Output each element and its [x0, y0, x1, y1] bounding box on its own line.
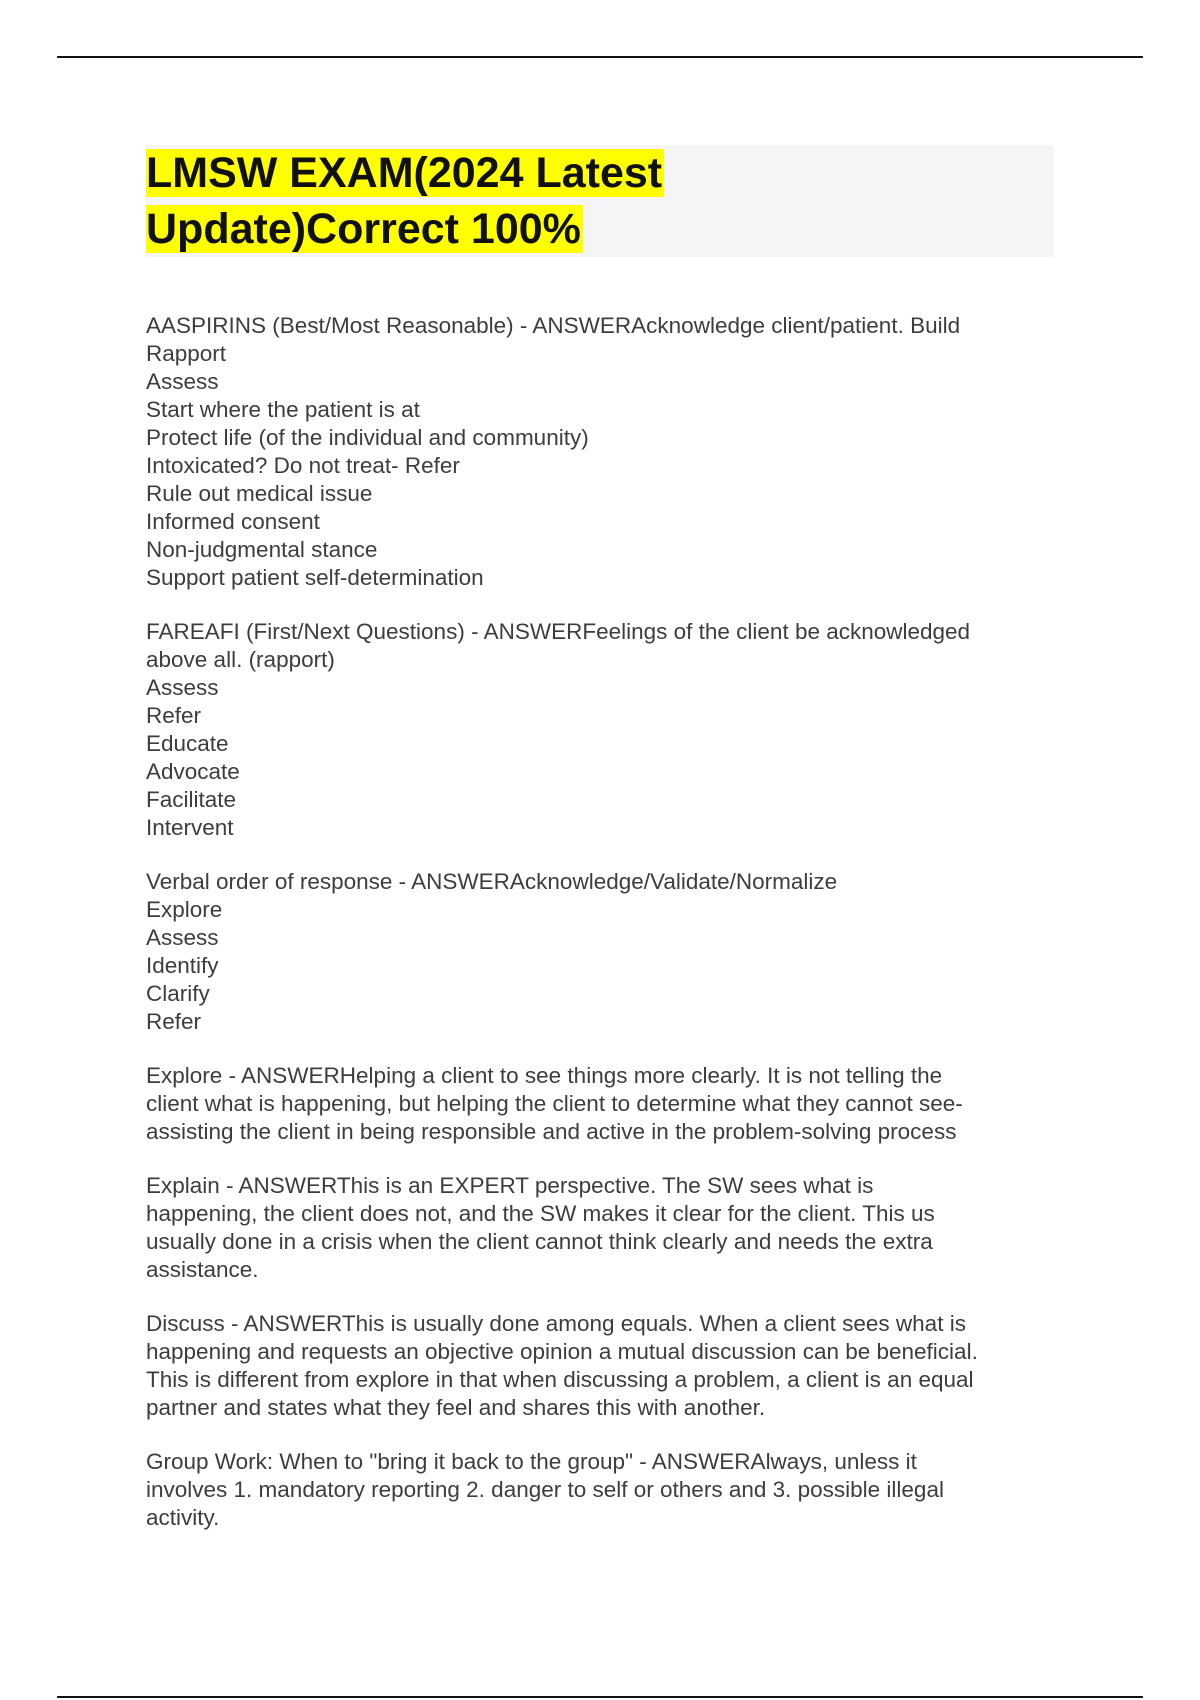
flashcard-entry-discuss	[146, 1310, 1046, 1422]
entry-line: Explore	[146, 897, 223, 922]
highlighted-title-text: LMSW EXAM(2024 Latest	[146, 149, 663, 197]
entry-line: activity.	[146, 1505, 220, 1530]
entry-line: Explore - ANSWERHelping a client to see things more clearly. It is not telling the	[146, 1063, 943, 1088]
entry-line: Educate	[146, 731, 229, 756]
entry-line: Informed consent	[146, 509, 320, 534]
entry-line: assistance.	[146, 1257, 259, 1282]
title-line	[146, 145, 664, 201]
entry-line: Identify	[146, 953, 219, 978]
entry-line: Group Work: When to "bring it back to the group" - ANSWERAlways, unless it	[146, 1449, 917, 1474]
entry-line: FAREAFI (First/Next Questions) - ANSWERFeelings of the client be acknowledged	[146, 619, 971, 644]
entry-line: Rule out medical issue	[146, 481, 373, 506]
page-bottom-rule	[57, 1696, 1143, 1698]
entry-line: Assess	[146, 925, 219, 950]
entry-line: happening, the client does not, and the SW makes it clear for the client. This us	[146, 1201, 935, 1226]
entry-line: Support patient self-determination	[146, 565, 484, 590]
entry-line: Rapport	[146, 341, 227, 366]
entry-line: Explain - ANSWERThis is an EXPERT perspective. The SW sees what is	[146, 1173, 874, 1198]
flashcard-entry-explore	[146, 1062, 1046, 1146]
entry-line: Intervent	[146, 815, 234, 840]
flashcard-entry-verbal-order	[146, 868, 1046, 1036]
entry-line: Facilitate	[146, 787, 237, 812]
entry-line: involves 1. mandatory reporting 2. danger to self or others and 3. possible illegal	[146, 1477, 944, 1502]
flashcard-entry-fareafi	[146, 618, 1046, 842]
entry-line: Assess	[146, 675, 219, 700]
document-title	[146, 145, 664, 257]
entry-line: Clarify	[146, 981, 210, 1006]
entry-line: Discuss - ANSWERThis is usually done among equals. When a client sees what is	[146, 1311, 966, 1336]
highlighted-title-text: Update)Correct 100%	[146, 205, 581, 253]
flashcard-entry-explain	[146, 1172, 1046, 1284]
entry-line: Intoxicated? Do not treat- Refer	[146, 453, 460, 478]
page-top-rule	[57, 56, 1143, 58]
entry-line: Verbal order of response - ANSWERAcknowledge/Validate/Normalize	[146, 869, 838, 894]
flashcard-entry-aaspirins	[146, 312, 1046, 592]
entry-line: AASPIRINS (Best/Most Reasonable) - ANSWERAcknowledge client/patient. Build	[146, 313, 961, 338]
entry-line: happening and requests an objective opinion a mutual discussion can be beneficial.	[146, 1339, 978, 1364]
title-line	[146, 201, 664, 257]
entry-line: Protect life (of the individual and community)	[146, 425, 589, 450]
entry-line: Start where the patient is at	[146, 397, 420, 422]
entry-line: partner and states what they feel and shares this with another.	[146, 1395, 766, 1420]
entry-line: above all. (rapport)	[146, 647, 335, 672]
entry-line: client what is happening, but helping the client to determine what they cannot see-	[146, 1091, 963, 1116]
entry-line: This is different from explore in that when discussing a problem, a client is an equal	[146, 1367, 974, 1392]
entry-line: assisting the client in being responsible and active in the problem-solving process	[146, 1119, 957, 1144]
entry-line: Advocate	[146, 759, 240, 784]
entry-line: Refer	[146, 703, 202, 728]
entry-line: Non-judgmental stance	[146, 537, 378, 562]
entry-line: Assess	[146, 369, 219, 394]
flashcard-entry-group-work	[146, 1448, 1046, 1532]
flashcard-list	[146, 312, 1046, 1558]
entry-line: Refer	[146, 1009, 202, 1034]
entry-line: usually done in a crisis when the client cannot think clearly and needs the extra	[146, 1229, 933, 1254]
